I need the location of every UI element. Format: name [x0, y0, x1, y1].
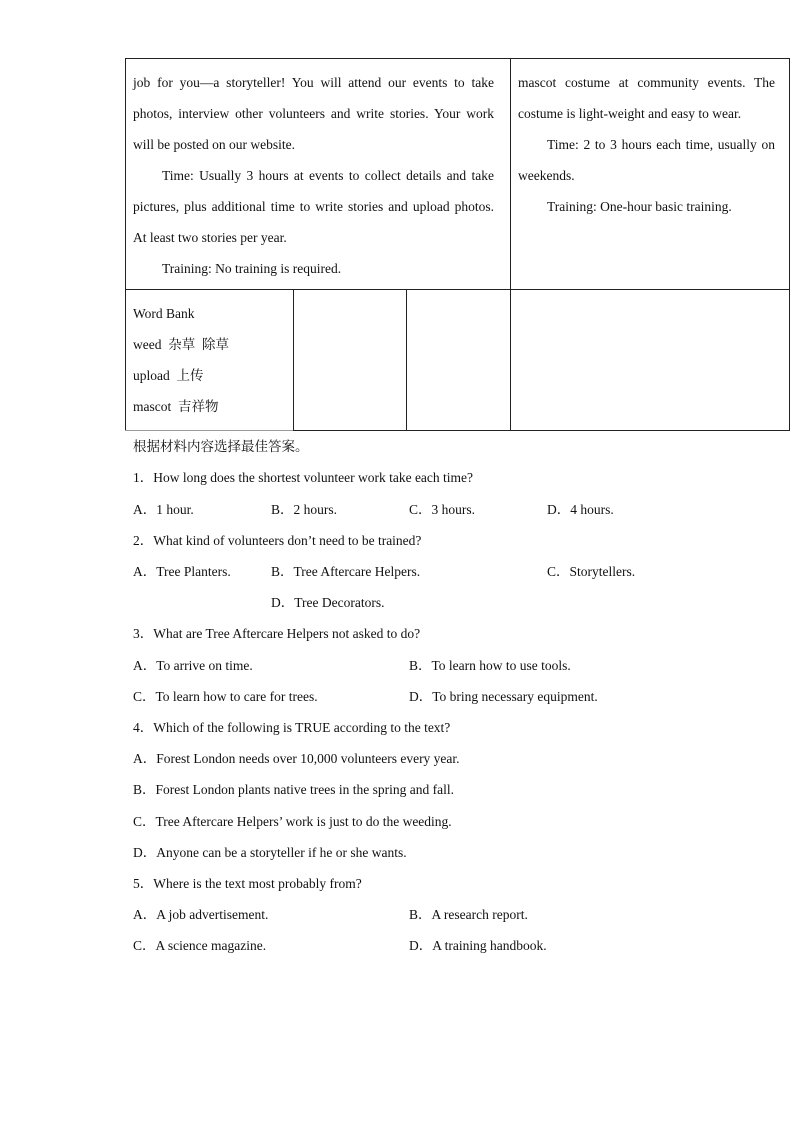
mascot-training: Training: One-hour basic training.	[547, 199, 732, 214]
storyteller-time: Time: Usually 3 hours at events to collect details and take pictures, plus additional time to write stories and upload photos. At least two stories per year.	[133, 168, 494, 245]
question-5-option-d[interactable]: D．A training handbook.	[409, 938, 547, 953]
table-divider-wordbank	[293, 289, 294, 431]
question-4-stem: 4．Which of the following is TRUE according to the text?	[133, 720, 451, 735]
question-1-stem: 1．How long does the shortest volunteer work take each time?	[133, 470, 474, 485]
table-left-border	[125, 58, 126, 430]
storyteller-training: Training: No training is required.	[162, 261, 342, 276]
question-5-option-b[interactable]: B．A research report.	[409, 907, 528, 922]
word-bank-word: upload	[133, 368, 170, 383]
mascot-cell	[518, 67, 775, 222]
question-2-option-c[interactable]: C．Storytellers.	[547, 564, 636, 579]
mascot-description: mascot costume at community events. The costume is light-weight and easy to wear.	[518, 75, 775, 121]
word-bank-entry	[133, 360, 288, 391]
storyteller-description: job for you—a storyteller! You will attend our events to take photos, interview other volunteers and write stories. Your work will be posted on our website.	[133, 75, 494, 152]
question-5-option-a[interactable]: A．A job advertisement.	[133, 907, 269, 922]
question-3-option-d[interactable]: D．To bring necessary equipment.	[409, 689, 598, 704]
question-1-option-c[interactable]: C．3 hours.	[409, 502, 476, 517]
question-4-option-a[interactable]: A．Forest London needs over 10,000 volunteers every year.	[133, 751, 460, 766]
mascot-time: Time: 2 to 3 hours each time, usually on weekends.	[518, 137, 775, 183]
word-bank	[133, 298, 288, 422]
question-3-stem: 3．What are Tree Aftercare Helpers not asked to do?	[133, 626, 421, 641]
question-3-option-b[interactable]: B．To learn how to use tools.	[409, 658, 571, 673]
instruction: 根据材料内容选择最佳答案。	[133, 439, 309, 454]
question-2-option-b[interactable]: B．Tree Aftercare Helpers.	[271, 564, 421, 579]
word-bank-meaning: 上传	[176, 368, 204, 383]
question-3-option-c[interactable]: C．To learn how to care for trees.	[133, 689, 318, 704]
question-5-option-c[interactable]: C．A science magazine.	[133, 938, 267, 953]
question-2-option-d[interactable]: D．Tree Decorators.	[271, 595, 385, 610]
question-3-option-a[interactable]: A．To arrive on time.	[133, 658, 253, 673]
table-divider-main	[510, 58, 511, 431]
question-2-stem: 2．What kind of volunteers don’t need to be trained?	[133, 533, 422, 548]
table-bottom-border-left	[125, 430, 293, 431]
question-1-option-b[interactable]: B．2 hours.	[271, 502, 338, 517]
question-4-option-c[interactable]: C．Tree Aftercare Helpers’ work is just to do the weeding.	[133, 814, 452, 829]
question-1-option-a[interactable]: A．1 hour.	[133, 502, 194, 517]
question-2-option-a[interactable]: A．Tree Planters.	[133, 564, 231, 579]
table-divider-empty	[406, 289, 407, 431]
table-top-border	[125, 58, 790, 59]
storyteller-cell	[133, 67, 494, 284]
question-4-option-d[interactable]: D．Anyone can be a storyteller if he or she wants.	[133, 845, 407, 860]
word-bank-title: Word Bank	[133, 306, 195, 321]
word-bank-entry	[133, 329, 288, 360]
word-bank-meaning: 杂草 除草	[168, 337, 229, 352]
table-right-border	[789, 58, 790, 431]
word-bank-word: weed	[133, 337, 162, 352]
question-4-option-b[interactable]: B．Forest London plants native trees in the spring and fall.	[133, 782, 454, 797]
word-bank-entry	[133, 391, 288, 422]
table-middle-border	[125, 289, 790, 290]
word-bank-meaning: 吉祥物	[178, 399, 219, 414]
table-bottom-border-right	[293, 430, 790, 431]
question-5-stem: 5．Where is the text most probably from?	[133, 876, 362, 891]
question-1-option-d[interactable]: D．4 hours.	[547, 502, 614, 517]
word-bank-word: mascot	[133, 399, 172, 414]
